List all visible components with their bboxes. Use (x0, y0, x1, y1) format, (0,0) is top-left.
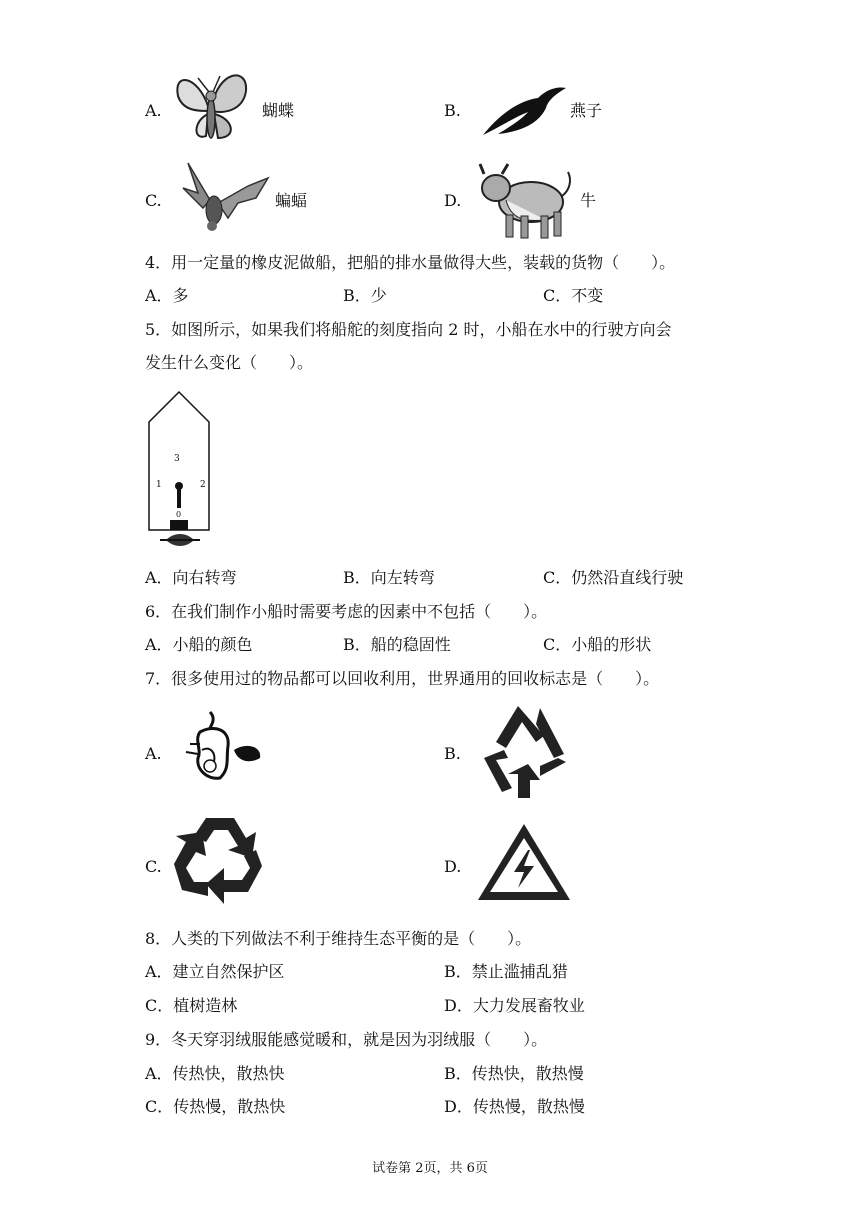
recycle-icon (172, 812, 272, 910)
rudder-scale-2: 2 (200, 480, 206, 490)
q9-option-b: B．传热快，散热慢 (444, 1064, 584, 1083)
rudder-scale-1: 1 (156, 480, 162, 490)
bat-image (178, 158, 272, 238)
apple-core-icon (180, 710, 266, 782)
q4-option-a: A．多 (145, 286, 189, 305)
q7-option-a-letter: A. (145, 744, 162, 763)
q3-option-a-letter: A. (145, 101, 162, 120)
q9-option-a: A．传热快，散热快 (145, 1064, 285, 1083)
q8-option-b: B．禁止滥捕乱猎 (444, 962, 568, 981)
q9-option-c: C．传热慢，散热快 (145, 1097, 286, 1116)
q6-question: 6．在我们制作小船时需要考虑的因素中不包括（ ）。 (145, 602, 548, 621)
boat-rudder-diagram (146, 390, 212, 552)
q7-question: 7．很多使用过的物品都可以回收利用，世界通用的回收标志是（ ）。 (145, 669, 660, 688)
q6-option-a: A．小船的颜色 (145, 635, 253, 654)
q5-question-line2: 发生什么变化（ ）。 (145, 353, 314, 372)
page-footer: 试卷第 2页，共 6页 (372, 1161, 488, 1176)
q5-option-c: C．仍然沿直线行驶 (543, 568, 684, 587)
q4-question: 4．用一定量的橡皮泥做船，把船的排水量做得大些，装载的货物（ ）。 (145, 253, 676, 272)
q4-option-b: B．少 (343, 286, 387, 305)
q8-option-c: C．植树造林 (145, 996, 238, 1015)
q5-option-b: B．向左转弯 (343, 568, 435, 587)
high-voltage-icon (474, 820, 574, 904)
q3-option-b-letter: B. (444, 101, 461, 120)
q8-option-a: A．建立自然保护区 (145, 962, 285, 981)
q7-option-b-letter: B. (444, 744, 461, 763)
q3-option-d-letter: D. (444, 191, 462, 210)
q9-option-d: D．传热慢，散热慢 (444, 1097, 585, 1116)
butterfly-image (168, 66, 254, 150)
q3-option-b-label: 燕子 (570, 101, 603, 120)
cow-image (476, 160, 576, 242)
q3-option-d-label: 牛 (580, 191, 597, 210)
q3-option-a-label: 蝴蝶 (262, 101, 295, 120)
q5-option-a: A．向右转弯 (145, 568, 237, 587)
swallow-image (478, 80, 568, 140)
q3-option-c-label: 蝙蝠 (275, 191, 308, 210)
q8-option-d: D．大力发展畜牧业 (444, 996, 585, 1015)
triangle-arrows-icon (478, 702, 570, 802)
rudder-scale-0: 0 (176, 510, 182, 519)
q3-option-c-letter: C. (145, 191, 162, 210)
q6-option-b: B．船的稳固性 (343, 635, 451, 654)
q6-option-c: C．小船的形状 (543, 635, 652, 654)
q9-question: 9．冬天穿羽绒服能感觉暖和，就是因为羽绒服（ ）。 (145, 1030, 548, 1049)
rudder-scale-3: 3 (174, 454, 180, 464)
q5-question-line1: 5．如图所示，如果我们将船舵的刻度指向 2 时，小船在水中的行驶方向会 (145, 320, 672, 339)
q7-option-c-letter: C. (145, 857, 162, 876)
q8-question: 8．人类的下列做法不利于维持生态平衡的是（ ）。 (145, 929, 532, 948)
q4-option-c: C．不变 (543, 286, 604, 305)
q7-option-d-letter: D. (444, 857, 462, 876)
